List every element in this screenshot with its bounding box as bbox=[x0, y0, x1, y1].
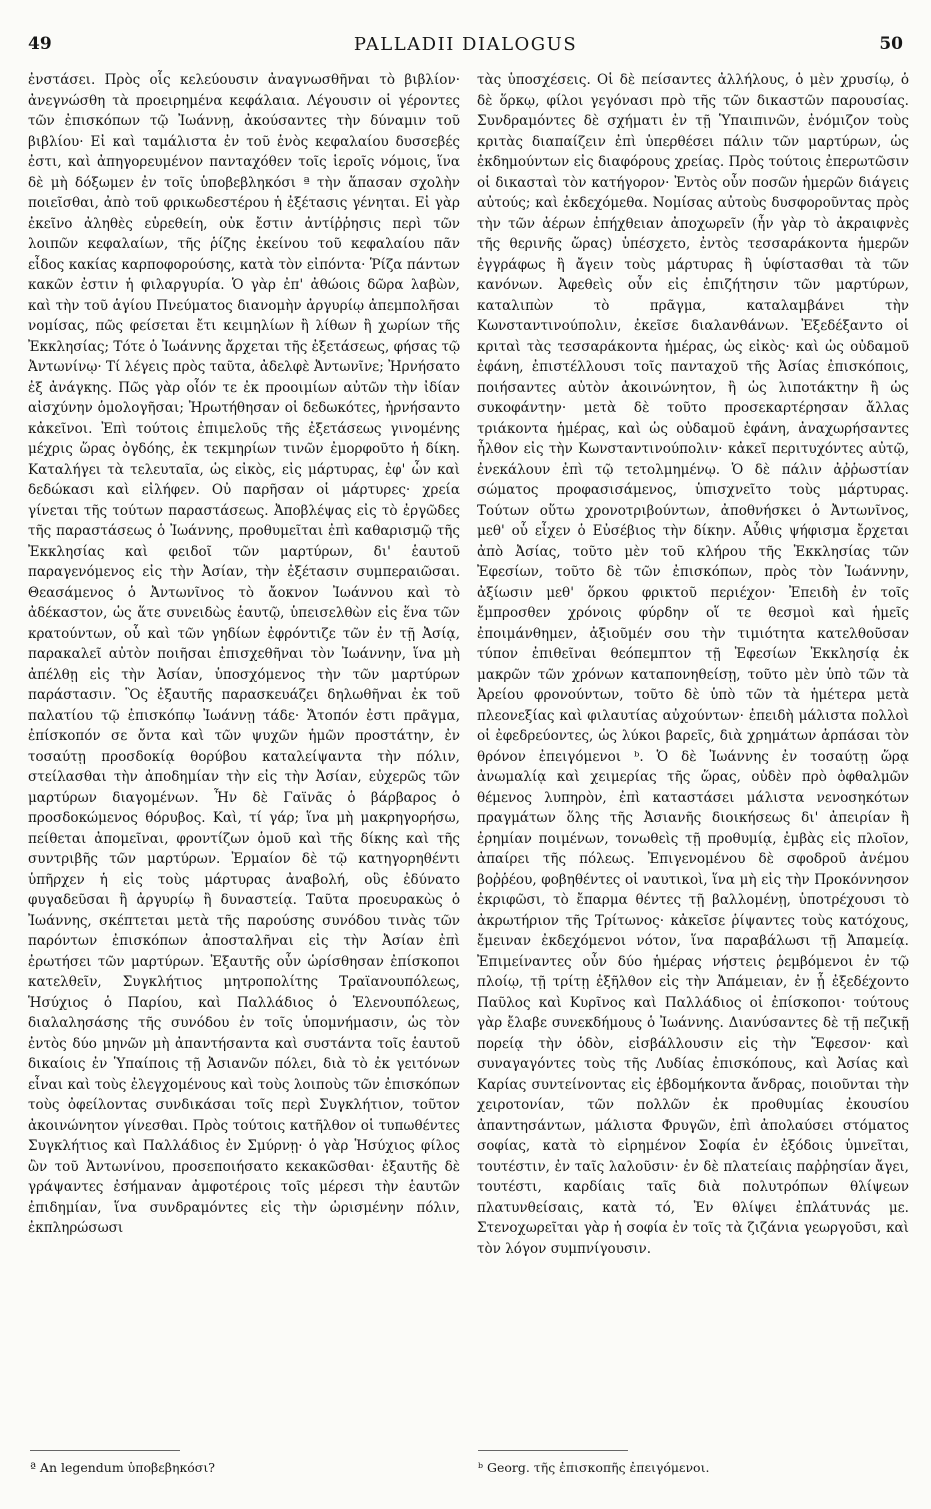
column-text-left: ἐνστάσει. Πρὸς οἷς κελεύουσιν ἀναγνωσθῆναι τὸ βιβλίον· ἀνεγνώσθη τὰ προειρημένα κεφάλαια. Λέγουσιν οἱ γέροντες τῶν ἐπισκόπων τῷ Ἰωάννῃ, ἀκούσαντες τὴν δύναμιν τοῦ βιβλίου· Εἰ καὶ ταμάλιστα ἐν τοῦ ἑνὸς κεφαλαίου δυσσεβές ἐστι, καὶ ἀπηγορευμένον πανταχόθεν τοῖς ἱεροῖς νόμοις, ἵνα δὲ μὴ δόξωμεν ἐν τοῖς ὑποβεβληκόσι ª τὴν ἅπασαν σχολὴν ποιεῖσθαι, ἀπὸ τοῦ φρικωδεστέρου ἡ ἐξέτασις γένηται. Εἰ γὰρ ἐκεῖνο ἀληθὲς εὑρεθείη, οὐκ ἔστιν ἀντίῤῥησις περὶ τῶν λοιπῶν κεφαλαίων, τῆς ῥίζης ἐκείνου τοῦ κεφαλαίου πᾶν εἶδος κακίας καρποφορούσης, κατὰ τὸν εἰπόντα· Ῥίζα πάντων κακῶν ἐστιν ἡ φιλαργυρία. Ὁ γὰρ ἐπ' ἀθώοις δῶρα λαβὼν, καὶ τὴν τοῦ ἁγίου Πνεύματος διανομὴν ἀργυρίῳ ἀπεμπολῆσαι νομίσας, πῶς φείσεται ἔτι κειμηλίων ἢ λίθων ἢ χωρίων τῆς Ἐκκλησίας; Τότε ὁ Ἰωάννης ἄρχεται τῆς ἐξετάσεως, φήσας τῷ Ἀντωνίνῳ· Τί λέγεις πρὸς ταῦτα, ἀδελφὲ Ἀντωνῖνε; Ἠρνήσατο ἐξ ἀνάγκης. Πῶς γὰρ οἷόν τε ἐκ προοιμίων αὐτῶν τὴν ἰδίαν αἰσχύνην ὁμολογῆσαι; Ἠρωτήθησαν οἱ δεδωκότες, ἠρνήσαντο κἀκεῖνοι. Ἐπὶ τούτοις ἐπιμελοῦς τῆς ἐξετάσεως γινομένης μέχρις ὥρας ὀγδόης, ἐκ τεκμηρίων τινῶν ἐμορφοῦτο ἡ δίκη. Καταλήγει τὰ τελευταῖα, ὡς εἰκὸς, εἰς μάρτυρας, ἐφ' ὧν καὶ δεδώκασι καὶ εἰλήφεν. Οὐ παρῆσαν οἱ μάρτυρες· χρεία γίνεται τῆς τούτων παραστάσεως. Ἀποβλέψας εἰς τὸ ἐργῶδες τῆς παραστάσεως ὁ Ἰωάννης, προθυμεῖται ἐπὶ καθαρισμῷ τῆς Ἐκκλησίας καὶ φειδοῖ τῶν μαρτύρων, δι' ἑαυτοῦ παραγενόμενος εἰς τὴν Ἀσίαν, τὴν ἐξέτασιν συμπεραιῶσαι. Θεασάμενος ὁ Ἀντωνῖνος τὸ ἄοκνον Ἰωάννου καὶ τὸ ἀδέκαστον, ὡς ἅτε συνειδὼς ἑαυτῷ, ὑπεισελθὼν εἰς ἕνα τῶν κρατούντων, οὗ καὶ τῶν γηδίων ἐφρόντιζε τῶν ἐν τῇ Ἀσίᾳ, παρακαλεῖ αὐτὸν ποιῆσαι ἐπισχεθῆναι τὸν Ἰωάννην, ἵνα μὴ ἀπέλθῃ εἰς τὴν Ἀσίαν, ὑποσχόμενος τὴν τῶν μαρτύρων παράστασιν. Ὃς ἐξαυτῆς παρασκευάζει δηλωθῆναι ἐκ τοῦ παλατίου τῷ ἐπισκόπῳ Ἰωάννῃ τάδε· Ἄτοπόν ἐστι πρᾶγμα, ἐπίσκοπόν σε ὄντα καὶ τῶν ψυχῶν ἡμῶν προστάτην, ἐν τοσαύτῃ προσδοκίᾳ θορύβου καταλείψαντα τὴν πόλιν, στείλασθαι τὴν ἀποδημίαν τὴν εἰς τὴν Ἀσίαν, εὐχερῶς τῶν μαρτύρων διαγομένων. Ἦν δὲ Γαϊνᾶς ὁ βάρβαρος ὁ προσδοκώμενος θόρυβος. Καὶ, τί γάρ; ἵνα μὴ μακρηγορήσω, πείθεται ἀπομεῖναι, φροντίζων ὁμοῦ καὶ τῆς δίκης καὶ τῆς συντριβῆς τῶν μαρτύρων. Ἐρμαίον δὲ τῷ κατηγορηθέντι ὑπῆρχεν ἡ εἰς τοὺς μάρτυρας ἀναβολή, οὓς ἐδύνατο φυγαδεῦσαι ἢ ἀργυρίῳ ἢ δυναστείᾳ. Ταῦτα προευρακὼς ὁ Ἰωάννης, σκέπτεται μετὰ τῆς παρούσης συνόδου τινὰς τῶν παρόντων ἐπισκόπων ἀποσταλῆναι εἰς τὴν Ἀσίαν ἐπὶ ἐρωτήσει τῶν μαρτύρων. Ἐξαυτῆς οὖν ὡρίσθησαν ἐπίσκοποι κατελθεῖν, Συγκλήτιος μητροπολίτης Τραϊανουπόλεως, Ἡσύχιος ὁ Παρίου, καὶ Παλλάδιος ὁ Ἑλενουπόλεως, διαλαλησάσης τῆς συνόδου ἐν τοῖς ὑπομνήμασιν, ὡς τὸν ἐντὸς δύο μηνῶν μὴ ἀπαντήσαντα καὶ συστάντα τοῖς ἑαυτοῦ δικαίοις ἐν Ὑπαίποις τῇ Ἀσιανῶν πόλει, διὰ τὸ ἐκ γειτόνων εἶναι καὶ τοὺς ἐλεγχομένους καὶ τοὺς λοιποὺς τῶν ἐπισκόπων τοὺς ὀφείλοντας συνδικάσαι τοῖς περὶ Συγκλήτιον, τοῦτον ἀκοινώνητον γίνεσθαι. Πρὸς τούτοις κατῆλθον οἱ τυπωθέντες Συγκλήτιος καὶ Παλλάδιος ἐν Σμύρνῃ· ὁ γὰρ Ἡσύχιος φίλος ὢν τοῦ Ἀντωνίνου, προσεποιήσατο κεκακῶσθαι· ἐξαυτῆς δὲ γράψαντες ἐσήμαναν ἀμφοτέροις τοῖς μέρεσι τὴν ἑαυτῶν ἐπιδημίαν, ἵνα συνδραμόντες εἰς τὴν ὡρισμένην πόλιν, ἐκπληρώσωσι bbox=[28, 72, 460, 1236]
footnote-a: ª An legendum ὑποβεβηκόσι? bbox=[30, 1460, 215, 1475]
footnote-rule-left bbox=[30, 1450, 180, 1451]
column-text-right: τὰς ὑποσχέσεις. Οἱ δὲ πείσαντες ἀλλήλους, ὁ μὲν χρυσίῳ, ὁ δὲ ὅρκῳ, φίλοι γεγόνασι πρὸ τῆς τῶν δικαστῶν παρουσίας. Συνδραμόντες δὲ σχήματι ἐν τῇ Ὑπαιπινῶν, ἐνόμιζον τοὺς κριτὰς διαπαίζειν ἐπὶ ὑπερθέσει πάλιν τῶν μαρτύρων, ὡς ἐκδημούντων εἰς διαφόρους χρείας. Πρὸς τούτοις ἐπερωτῶσιν οἱ δικασταὶ τὸν κατήγορον· Ἐντὸς οὖν ποσῶν ἡμερῶν διάγεις αὐτούς; καὶ ἐκδεχόμεθα. Νομίσας αὐτοὺς δυσφοροῦντας πρὸς τὴν τῶν ἀέρων ἐπήχθειαν ἀποχωρεῖν (ἦν γὰρ τὸ ἀκραιφνὲς τῆς θερινῆς ὥρας) ὑπέσχετο, ἐντὸς τεσσαράκοντα ἡμερῶν ἐγγράφως ἢ ἄγειν τοὺς μάρτυρας ἢ ὑφίστασθαι τὰ τῶν κανόνων. Ἀφεθεὶς οὖν εἰς ἐπιζήτησιν τῶν μαρτύρων, καταλιπὼν τὸ πρᾶγμα, καταλαμβάνει τὴν Κωνσταντινούπολιν, ἐκεῖσε διαλανθάνων. Ἐξεδέξαντο οἱ κριταὶ τὰς τεσσαράκοντα ἡμέρας, ὡς εἰκὸς· καὶ ὡς οὐδαμοῦ ἐφάνη, ἐπιστέλλουσι τοῖς πανταχοῦ τῆς Ἀσίας ἐπισκόποις, ποιήσαντες αὐτὸν ἀκοινώνητον, ἢ ὡς λιποτάκτην ἢ ὡς συκοφάντην· μετὰ δὲ τοῦτο προσεκαρτέρησαν ἄλλας τριάκοντα ἡμέρας, καὶ ὡς οὐδαμοῦ ἐφάνη, ἀναχωρήσαντες ἦλθον εἰς τὴν Κωνσταντινούπολιν· κἀκεῖ περιτυχόντες αὐτῷ, ἐνεκάλουν ἐπὶ τῷ τετολμημένῳ. Ὁ δὲ πάλιν ἀῤῥωστίαν σώματος προφασισάμενος, ὑπισχνεῖτο τοὺς μάρτυρας. Τούτων οὕτω χρονοτριβούντων, ἀποθνήσκει ὁ Ἀντωνῖνος, μεθ' οὗ εἶχεν ὁ Εὐσέβιος τὴν δίκην. Αὖθις ψήφισμα ἔρχεται ἀπὸ Ἀσίας, τοῦτο μὲν τοῦ κλήρου τῆς Ἐκκλησίας τῶν Ἐφεσίων, τοῦτο δὲ τῶν ἐπισκόπων, πρὸς τὸν Ἰωάννην, ἀξίωσιν μεθ' ὅρκου φρικτοῦ περιέχον· Ἐπειδὴ ἐν τοῖς ἔμπροσθεν χρόνοις φύρδην οἵ τε θεσμοὶ καὶ ἡμεῖς ἐποιμάνθημεν, ἀξιοῦμέν σου τὴν τιμιότητα κατελθοῦσαν τύπον ἐπιθεῖναι θεόπεμπτον τῇ Ἐφεσίων Ἐκκλησίᾳ ἐκ μακρῶν τῶν χρόνων καταπονηθείσῃ, τοῦτο μὲν ὑπὸ τῶν τὰ Ἀρείου φρονούντων, τοῦτο δὲ ὑπὸ τῶν τὰ ἡμέτερα μετὰ πλεονεξίας καὶ φιλαυτίας αὐχούντων· ἐπειδὴ μάλιστα πολλοὶ οἱ ἐφεδρεύοντες, ὡς λύκοι βαρεῖς, διὰ χρημάτων ἁρπάσαι τὸν θρόνον ἐπειγόμενοι ᵇ. Ὁ δὲ Ἰωάννης ἐν τοσαύτῃ ὥρᾳ ἀνωμαλίᾳ καὶ χειμερίας τῆς ὥρας, οὐδὲν πρὸ ὀφθαλμῶν θέμενος λυπηρὸν, ἐπὶ καταστάσει μάλιστα νενοσηκότων πραγμάτων ὅλης τῆς Ἀσιανῆς διοικήσεως δι' ἀπειρίαν ἢ ἐρημίαν ποιμένων, τονωθεὶς τῇ προθυμίᾳ, ἐμβὰς εἰς πλοῖον, ἀπαίρει τῆς πόλεως. Ἐπιγενομένου δὲ σφοδροῦ ἀνέμου βοῤῥέου, φοβηθέντες οἱ ναυτικοὶ, ἵνα μὴ εἰς τὴν Προκόννησον ἐκριφῶσι, τὸ ἔπαρμα θέντες τῇ βαλλομένῃ, ὑποτρέχουσι τὸ ἀκρωτήριον τῆς Τρίτωνος· κἀκεῖσε ῥίψαντες τοὺς κατόχους, ἔμειναν ἐκδεχόμενοι νότον, ἵνα παραβάλωσι τῇ Ἀπαμείᾳ. Ἐπιμείναντες οὖν δύο ἡμέρας νήστεις ῥεμβόμενοι ἐν τῷ πλοίῳ, τῇ τρίτῃ ἐξῆλθον εἰς τὴν Ἀπάμειαν, ἐν ᾗ ἐξεδέχοντο Παῦλος καὶ Κυρῖνος καὶ Παλλάδιος οἱ ἐπίσκοποι· τούτους γὰρ ἔλαβε συνεκδήμους ὁ Ἰωάννης. Διανύσαντες δὲ τῇ πεζικῇ πορείᾳ τὴν ὁδὸν, εἰσβάλλουσιν εἰς τὴν Ἔφεσον· καὶ συναγαγόντες τοὺς τῆς Λυδίας ἐπισκόπους, καὶ Ἀσίας καὶ Καρίας συντείνοντας εἰς ἑβδομήκοντα ἄνδρας, ποιοῦνται τὴν χειροτονίαν, τῶν πολλῶν ἐκ προθυμίας ἐκουσίου ἀπαντησάντων, μάλιστα Φρυγῶν, ἐπὶ ἀπολαύσει στόματος σοφίας, κατὰ τὸ εἰρημένον Σοφία ἐν ἐξόδοις ὑμνεῖται, τουτέστιν, ἐν ταῖς λαλοῦσιν· ἐν δὲ πλατείαις παῤῥησίαν ἄγει, τουτέστι, καρδίαις ταῖς διὰ πολυτρόπων θλίψεων πλατυνθείσαις, κατὰ τό, Ἐν θλίψει ἐπλάτυνάς με. Στενοχωρεῖται γὰρ ἡ σοφία ἐν τοῖς τὰ ζιζάνια γεωργοῦσι, καὶ τὸν λόγον συμπνίγουσιν. bbox=[477, 72, 909, 1257]
running-header bbox=[28, 34, 903, 64]
running-title: PALLADII DIALOGUS bbox=[353, 34, 578, 55]
footnote-b: ᵇ Georg. τῆς ἐπισκοπῆς ἐπειγόμενοι. bbox=[478, 1460, 710, 1475]
text-column-left bbox=[28, 70, 460, 1440]
page-number-left: 49 bbox=[28, 34, 52, 54]
page-number-right: 50 bbox=[879, 34, 903, 54]
footnote-rule-right bbox=[478, 1450, 628, 1451]
text-column-right bbox=[477, 70, 909, 1440]
